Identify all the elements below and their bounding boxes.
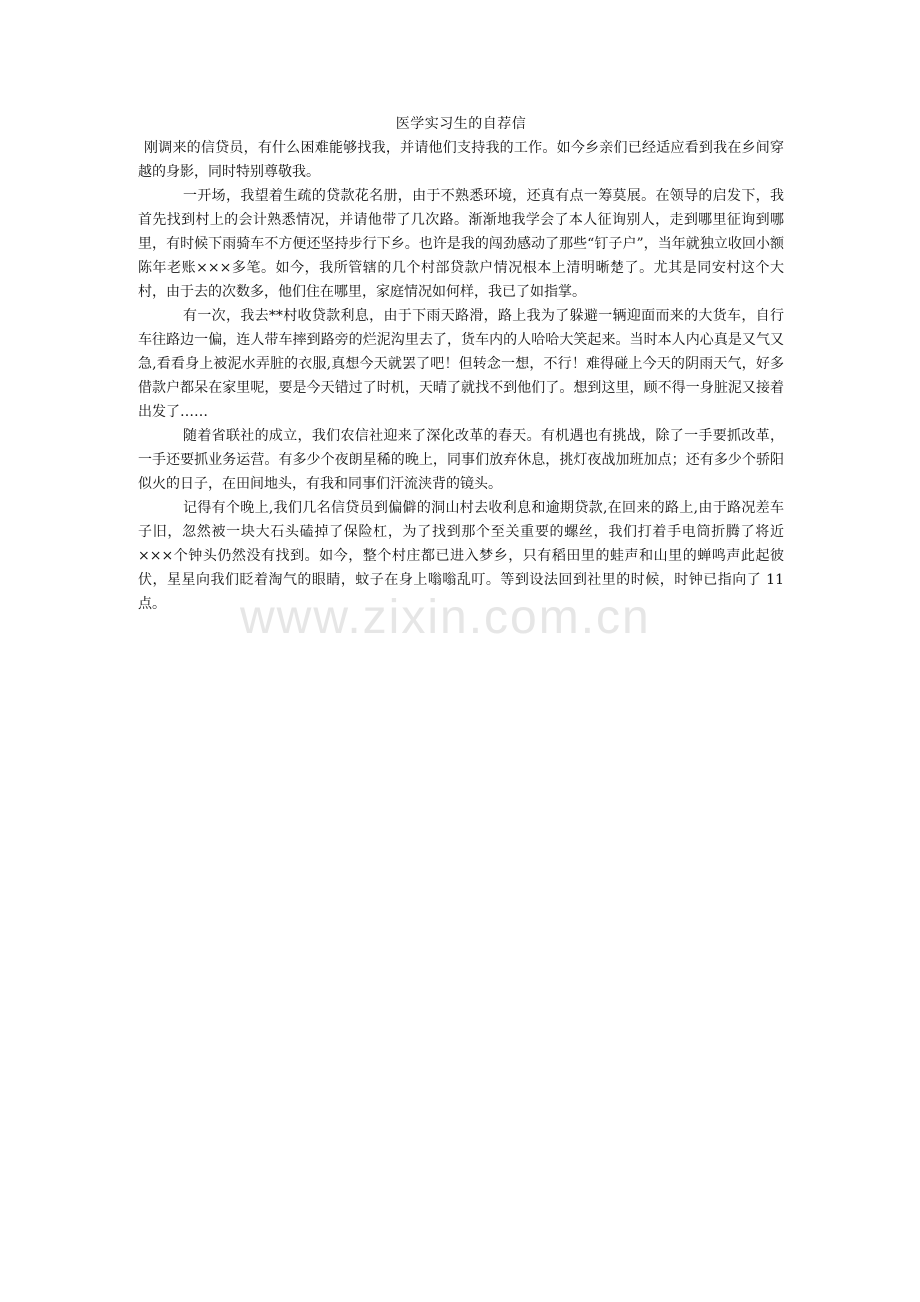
paragraph-4: 随着省联社的成立，我们农信社迎来了深化改革的春天。有机遇也有挑战，除了一手要抓改革，一手还要抓业务运营。有多少个夜朗星稀的晚上，同事们放弃休息，挑灯夜战加班加点；还有多少个骄阳似火的日子，在田间地头，有我和同事们汗流浃背的镜头。	[138, 428, 784, 492]
document-page	[138, 112, 784, 712]
paragraph-1: 刚调来的信贷员，有什么困难能够找我，并请他们支持我的工作。如今乡亲们已经适应看到我在乡间穿越的身影，同时特别尊敬我。	[138, 140, 784, 180]
paragraph-3: 有一次，我去**村收贷款利息，由于下雨天路滑，路上我为了躲避一辆迎面而来的大货车，自行车往路边一偏，连人带车摔到路旁的烂泥沟里去了，货车内的人哈哈大笑起来。当时本人内心真是又气又急,看看身上被泥水弄脏的衣服,真想今天就罢了吧！但转念一想，不行！难得碰上今天的阴雨天气，好多借款户都呆在家里呢，要是今天错过了时机，天晴了就找不到他们了。想到这里，顾不得一身脏泥又接着出发了……	[138, 308, 784, 420]
document-title: 医学实习生的自荐信	[395, 116, 527, 132]
paragraph-5: 记得有个晚上,我们几名信贷员到偏僻的洞山村去收利息和逾期贷款,在回来的路上,由于路况差车子旧，忽然被一块大石头磕掉了保险杠，为了找到那个至关重要的螺丝，我们打着手电筒折腾了将近×××个钟头仍然没有找到。如今，整个村庄都已进入梦乡，只有稻田里的蛙声和山里的蝉鸣声此起彼伏，星星向我们眨着淘气的眼睛，蚊子在身上嗡嗡乱叮。等到设法回到社里的时候，时钟已指向了 11 点。	[138, 500, 784, 612]
paragraph-2: 一开场，我望着生疏的贷款花名册，由于不熟悉环境，还真有点一筹莫展。在领导的启发下，我首先找到村上的会计熟悉情况，并请他带了几次路。渐渐地我学会了本人征询别人，走到哪里征询到哪里，有时候下雨骑车不方便还坚持步行下乡。也许是我的闯劲感动了那些“钉子户”，当年就独立收回小额陈年老账×××多笔。如今，我所管辖的几个村部贷款户情况根本上清明晰楚了。尤其是同安村这个大村，由于去的次数多，他们住在哪里，家庭情况如何样，我已了如指掌。	[138, 188, 784, 300]
watermark: www.zixin.com.cn	[240, 591, 651, 644]
